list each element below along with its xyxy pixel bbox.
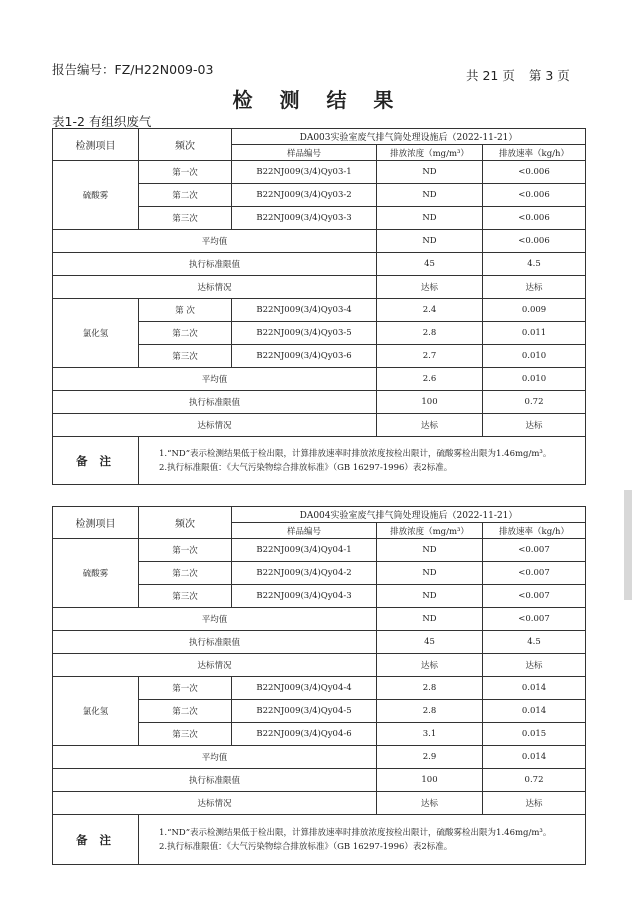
- row-label: 达标情况: [53, 792, 377, 815]
- table-row: [53, 677, 586, 700]
- rate-cell: <0.007: [483, 608, 586, 631]
- conc-cell: 45: [377, 631, 483, 654]
- table-row: [53, 299, 586, 322]
- status-row: [53, 414, 586, 437]
- notes-row: [53, 437, 586, 485]
- current-page: 第 3 页: [528, 68, 570, 83]
- header-frequency: 频次: [139, 129, 232, 161]
- conc-cell: ND: [377, 562, 483, 585]
- table-row: [53, 161, 586, 184]
- rate-cell: 0.014: [483, 700, 586, 723]
- row-label: 执行标准限值: [53, 769, 377, 792]
- conc-cell: 2.8: [377, 322, 483, 345]
- conc-cell: 3.1: [377, 723, 483, 746]
- freq-cell: 第三次: [139, 207, 232, 230]
- conc-cell: 2.6: [377, 368, 483, 391]
- sample-cell: B22NJ009(3/4)Qy03-2: [232, 184, 377, 207]
- notes-label: 备 注: [53, 815, 139, 865]
- table-row: [53, 539, 586, 562]
- rate-cell: <0.006: [483, 161, 586, 184]
- note-line-2: 2.执行标准限值：《大气污染物综合排放标准》（GB 16297-1996）表2标准。: [159, 462, 453, 473]
- conc-cell: ND: [377, 161, 483, 184]
- row-label: 平均值: [53, 608, 377, 631]
- rate-cell: <0.007: [483, 562, 586, 585]
- row-label: 平均值: [53, 230, 377, 253]
- rate-cell: 0.72: [483, 769, 586, 792]
- rate-cell: 达标: [483, 654, 586, 677]
- freq-cell: 第二次: [139, 322, 232, 345]
- limit-row: [53, 631, 586, 654]
- item-name: 硫酸雾: [53, 161, 139, 230]
- rate-cell: <0.006: [483, 230, 586, 253]
- conc-cell: ND: [377, 539, 483, 562]
- conc-cell: 2.8: [377, 677, 483, 700]
- rate-cell: 0.011: [483, 322, 586, 345]
- rate-cell: <0.006: [483, 184, 586, 207]
- status-row: [53, 792, 586, 815]
- conc-cell: ND: [377, 184, 483, 207]
- item-name: 氯化氢: [53, 299, 139, 368]
- sample-cell: B22NJ009(3/4)Qy03-6: [232, 345, 377, 368]
- header-sample-id: 样品编号: [232, 145, 377, 161]
- rate-cell: <0.006: [483, 207, 586, 230]
- rate-cell: 0.010: [483, 345, 586, 368]
- conc-cell: 2.4: [377, 299, 483, 322]
- notes-row: [53, 815, 586, 865]
- average-row: [53, 608, 586, 631]
- freq-cell: 第一次: [139, 677, 232, 700]
- row-label: 执行标准限值: [53, 631, 377, 654]
- conc-cell: ND: [377, 608, 483, 631]
- header-sample-id: 样品编号: [232, 523, 377, 539]
- header-outlet: DA004实验室废气排气筒处理设施后（2022-11-21）: [232, 507, 586, 523]
- item-name: 硫酸雾: [53, 539, 139, 608]
- row-label: 执行标准限值: [53, 253, 377, 276]
- rate-cell: 4.5: [483, 253, 586, 276]
- conc-cell: 达标: [377, 654, 483, 677]
- average-row: [53, 368, 586, 391]
- rate-cell: 0.014: [483, 677, 586, 700]
- header-concentration: 排放浓度（mg/m³）: [377, 523, 483, 539]
- row-label: 平均值: [53, 368, 377, 391]
- notes-content: [139, 437, 586, 485]
- freq-cell: 第三次: [139, 585, 232, 608]
- conc-cell: 达标: [377, 276, 483, 299]
- header-concentration: 排放浓度（mg/m³）: [377, 145, 483, 161]
- sample-cell: B22NJ009(3/4)Qy03-5: [232, 322, 377, 345]
- notes-content: [139, 815, 586, 865]
- sample-cell: B22NJ009(3/4)Qy03-1: [232, 161, 377, 184]
- header-rate: 排放速率（kg/h）: [483, 523, 586, 539]
- freq-cell: 第 次: [139, 299, 232, 322]
- rate-cell: 0.015: [483, 723, 586, 746]
- limit-row: [53, 253, 586, 276]
- conc-cell: 2.8: [377, 700, 483, 723]
- sample-cell: B22NJ009(3/4)Qy03-3: [232, 207, 377, 230]
- freq-cell: 第一次: [139, 539, 232, 562]
- row-label: 平均值: [53, 746, 377, 769]
- header-frequency: 频次: [139, 507, 232, 539]
- average-row: [53, 746, 586, 769]
- header-outlet: DA003实验室废气排气筒处理设施后（2022-11-21）: [232, 129, 586, 145]
- sample-cell: B22NJ009(3/4)Qy03-4: [232, 299, 377, 322]
- rate-cell: 0.72: [483, 391, 586, 414]
- header-rate: 排放速率（kg/h）: [483, 145, 586, 161]
- freq-cell: 第二次: [139, 562, 232, 585]
- note-line-2: 2.执行标准限值：《大气污染物综合排放标准》（GB 16297-1996）表2标准。: [159, 841, 453, 852]
- conc-cell: 达标: [377, 792, 483, 815]
- header-item: 检测项目: [53, 507, 139, 539]
- freq-cell: 第一次: [139, 161, 232, 184]
- status-row: [53, 654, 586, 677]
- conc-cell: 达标: [377, 414, 483, 437]
- rate-cell: 达标: [483, 414, 586, 437]
- conc-cell: 2.9: [377, 746, 483, 769]
- results-table-da004: [52, 506, 586, 865]
- sample-cell: B22NJ009(3/4)Qy04-4: [232, 677, 377, 700]
- item-name: 氯化氢: [53, 677, 139, 746]
- limit-row: [53, 391, 586, 414]
- binding-edge-mark: [624, 490, 632, 600]
- page-title: 检 测 结 果: [232, 88, 404, 112]
- page-indicator: [466, 66, 580, 84]
- header-item: 检测项目: [53, 129, 139, 161]
- rate-cell: 达标: [483, 276, 586, 299]
- row-label: 达标情况: [53, 414, 377, 437]
- rate-cell: 4.5: [483, 631, 586, 654]
- sample-cell: B22NJ009(3/4)Qy04-1: [232, 539, 377, 562]
- sample-cell: B22NJ009(3/4)Qy04-2: [232, 562, 377, 585]
- conc-cell: ND: [377, 230, 483, 253]
- table-caption: 表1-2 有组织废气: [52, 114, 152, 129]
- rate-cell: 0.014: [483, 746, 586, 769]
- conc-cell: 2.7: [377, 345, 483, 368]
- conc-cell: ND: [377, 585, 483, 608]
- conc-cell: 45: [377, 253, 483, 276]
- rate-cell: <0.007: [483, 539, 586, 562]
- freq-cell: 第三次: [139, 723, 232, 746]
- row-label: 执行标准限值: [53, 391, 377, 414]
- sample-cell: B22NJ009(3/4)Qy04-6: [232, 723, 377, 746]
- freq-cell: 第三次: [139, 345, 232, 368]
- rate-cell: 0.010: [483, 368, 586, 391]
- conc-cell: 100: [377, 769, 483, 792]
- report-number: 报告编号：FZ/H22N009-03: [52, 62, 214, 77]
- limit-row: [53, 769, 586, 792]
- notes-label: 备 注: [53, 437, 139, 485]
- status-row: [53, 276, 586, 299]
- freq-cell: 第二次: [139, 700, 232, 723]
- results-table-da003: [52, 128, 586, 485]
- note-line-1: 1.“ND”表示检测结果低于检出限，计算排放速率时排放浓度按检出限计，硫酸雾检出限为1.46mg/m³。: [159, 448, 552, 459]
- freq-cell: 第二次: [139, 184, 232, 207]
- row-label: 达标情况: [53, 654, 377, 677]
- rate-cell: 0.009: [483, 299, 586, 322]
- rate-cell: <0.007: [483, 585, 586, 608]
- total-pages: 共 21 页: [466, 68, 515, 83]
- conc-cell: 100: [377, 391, 483, 414]
- conc-cell: ND: [377, 207, 483, 230]
- row-label: 达标情况: [53, 276, 377, 299]
- sample-cell: B22NJ009(3/4)Qy04-3: [232, 585, 377, 608]
- sample-cell: B22NJ009(3/4)Qy04-5: [232, 700, 377, 723]
- rate-cell: 达标: [483, 792, 586, 815]
- note-line-1: 1.“ND”表示检测结果低于检出限，计算排放速率时排放浓度按检出限计，硫酸雾检出限为1.46mg/m³。: [159, 827, 552, 838]
- average-row: [53, 230, 586, 253]
